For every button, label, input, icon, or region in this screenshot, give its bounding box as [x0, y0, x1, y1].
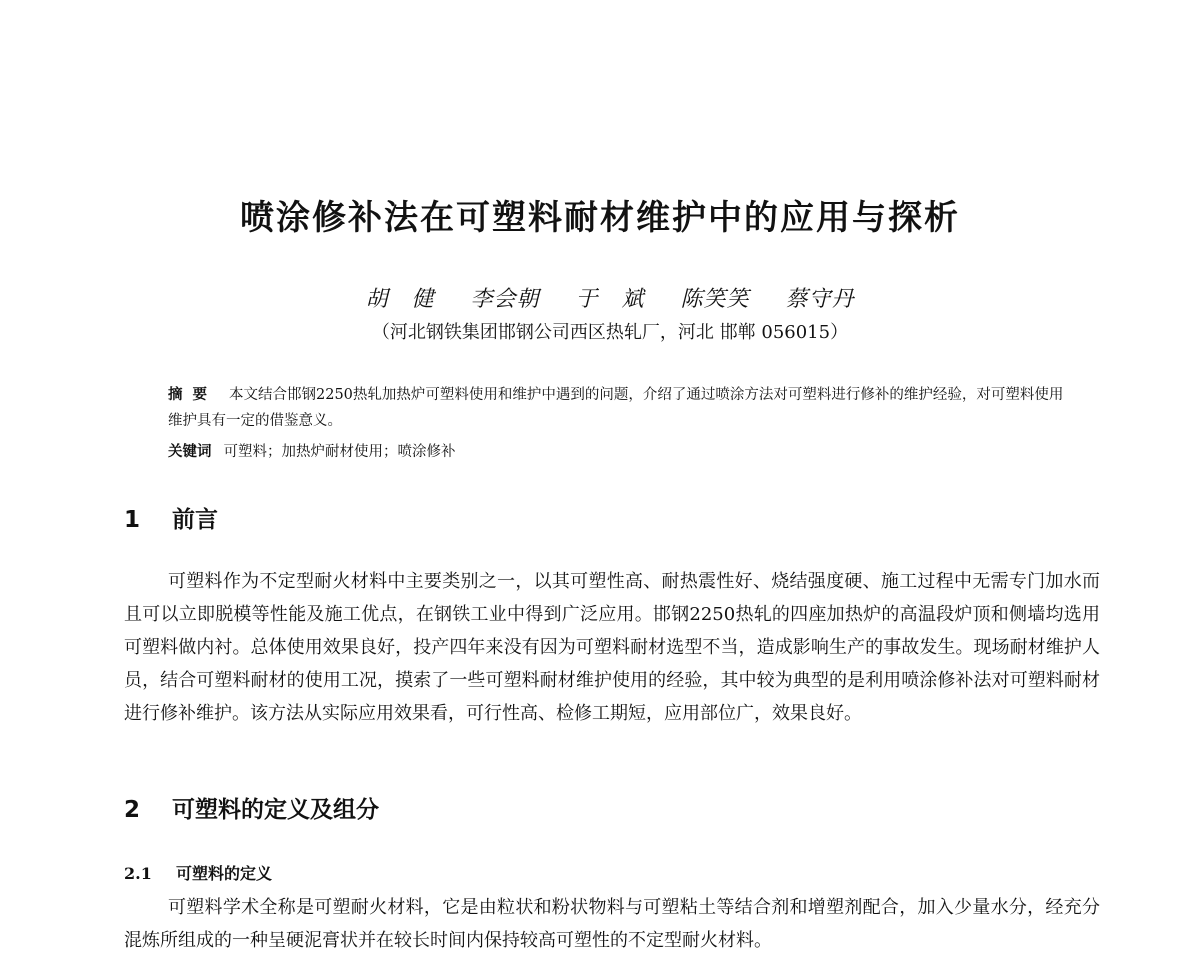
keywords-label: 关键词 — [168, 443, 212, 460]
subsection-title: 可塑料的定义 — [176, 864, 273, 883]
body-paragraph: 可塑料作为不定型耐火材料中主要类别之一，以其可塑性高、耐热震性好、烧结强度硬、施工过程中无需专门加水而且可以立即脱模等性能及施工优点，在钢铁工业中得到广泛应用。邯钢2250热轧的四座加热炉的高温段炉顶和侧墙均选用可塑料做内衬。总体使用效果良好，投产四年来没有因为可塑料耐材选型不当，造成影响生产的事故发生。现场耐材维护人员，结合可塑料耐材的使用工况，摸索了一些可塑料耐材维护使用的经验，其中较为典型的是利用喷涂修补法对可塑料耐材进行修补维护。该方法从实际应用效果看，可行性高、检修工期短，应用部位广，效果良好。 — [124, 571, 1100, 724]
paper-title: 喷涂修补法在可塑料耐材维护中的应用与探析 — [240, 198, 960, 238]
author-list — [0, 282, 1200, 313]
section-heading — [124, 791, 379, 824]
abstract — [168, 382, 1068, 434]
author-name: 于 斌 — [575, 287, 645, 312]
body-paragraph: 可塑料学术全称是可塑耐火材料，它是由粒状和粉状物料与可塑粘土等结合剂和增塑剂配合，加入少量水分，经充分混炼所组成的一种呈硬泥膏状并在较长时间内保持较高可塑性的不定型耐火材料。 — [124, 897, 1100, 951]
subsection-number: 2.1 — [124, 864, 152, 883]
section-title: 可塑料的定义及组分 — [172, 797, 379, 823]
keywords-text: 可塑料；加热炉耐材使用；喷涂修补 — [223, 444, 456, 460]
abstract-label: 摘要 — [168, 386, 217, 403]
author-affiliation: （河北钢铁集团邯钢公司西区热轧厂，河北 邯郸 056015） — [371, 322, 849, 343]
section-number: 2 — [124, 797, 141, 823]
abstract-text: 本文结合邯钢2250热轧加热炉可塑料使用和维护中遇到的问题，介绍了通过喷涂方法对可塑料进行修补的维护经验，对可塑料使用维护具有一定的借鉴意义。 — [168, 387, 1064, 429]
section-number: 1 — [124, 507, 141, 533]
author-name: 李会朝 — [470, 287, 540, 312]
keywords — [168, 440, 456, 461]
section-heading — [124, 501, 218, 534]
author-name: 胡 健 — [365, 287, 435, 312]
author-name: 蔡守丹 — [785, 287, 855, 312]
section-title: 前言 — [172, 507, 218, 533]
subsection-heading — [124, 861, 272, 884]
author-name: 陈笑笑 — [680, 287, 750, 312]
